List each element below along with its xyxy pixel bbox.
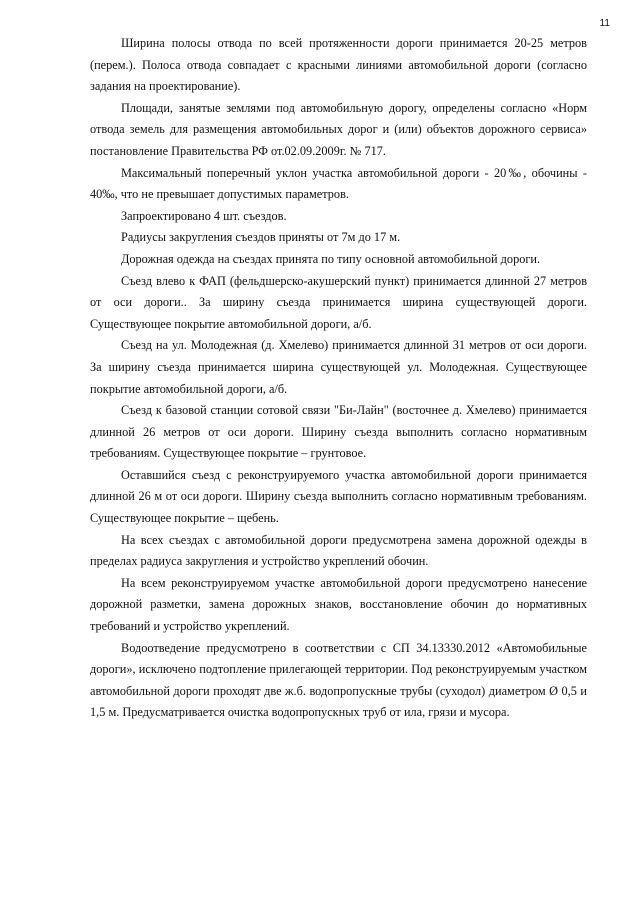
paragraph-pavement-replacement: На всех съездах с автомобильной дороги предусмотрена замена дорожной одежды в пределах радиуса закругления и устройство укреплений обочин. [90,532,587,569]
paragraph-exits-count: Запроектировано 4 шт. съездов. [121,208,287,223]
paragraph-exit-remaining: Оставшийся съезд с реконструируемого участка автомобильной дороги принимается длинной 26 м от оси дороги. Ширину съезда выполнить согласно нормативным требованиям. Существующее покрытие – щебень. [90,467,587,526]
paragraph-curve-radii: Радиусы закругления съездов приняты от 7м до 17 м. [121,230,401,245]
paragraph-drainage: Водоотведение предусмотрено в соответствии с СП 34.13330.2012 «Автомобильные дороги», исключено подтопление прилегающей территории. Под реконструируемым участком автомобильной дороги проходят две ж.б. водопропускные трубы (суходол) диаметром Ø 0,5 и 1,5 м. Предусматривается очистка водопропускных труб от ила, грязи и мусора. [90,640,587,720]
paragraph-road-marking: На всем реконструируемом участке автомобильной дороги предусмотрено нанесение дорожной разметки, замена дорожных знаков, восстановление обочин до нормативных требований и устройство укреплений. [90,575,587,634]
page-number: 11 [599,18,610,29]
paragraph-exit-fap: Съезд влево к ФАП (фельдшерско-акушерский пункт) принимается длинной 27 метров от оси дороги.. За ширину съезда принимается ширина существующей дороги. Существующее покрытие автомобильной дороги, а/б. [90,273,587,331]
document-body [90,33,587,724]
paragraph-pavement: Дорожная одежда на съездах принята по типу основной автомобильной дороги. [121,251,541,266]
paragraph-cross-slope: Максимальный поперечный уклон участка автомобильной дороги - 20‰, обочины - 40‰, что не превышает допустимых параметров. [90,165,587,202]
paragraph-land-areas: Площади, занятые землями под автомобильную дорогу, определены согласно «Норм отвода земель для размещения автомобильных дорог и (или) объектов дорожного сервиса» постановление Правительства РФ от.02.09.2009г. № 717. [90,100,587,158]
paragraph-exit-molodezhnaya: Съезд на ул. Молодежная (д. Хмелево) принимается длинной 31 метров от оси дороги. За ширину съезда принимается ширина существующей ул. Молодежная. Существующее покрытие автомобильной дороги, а/б. [90,338,587,396]
paragraph-exit-beeline: Съезд к базовой станции сотовой связи "Би-Лайн" (восточнее д. Хмелево) принимается длинной 26 метров от оси дороги. Ширину съезда выполнить согласно нормативным требованиям. Существующее покрытие – грунтовое. [90,403,587,461]
paragraph-right-of-way: Ширина полосы отвода по всей протяженности дороги принимается 20-25 метров (перем.). Полоса отвода совпадает с красными линиями автомобильной дороги (согласно задания на проектирование). [90,36,587,94]
